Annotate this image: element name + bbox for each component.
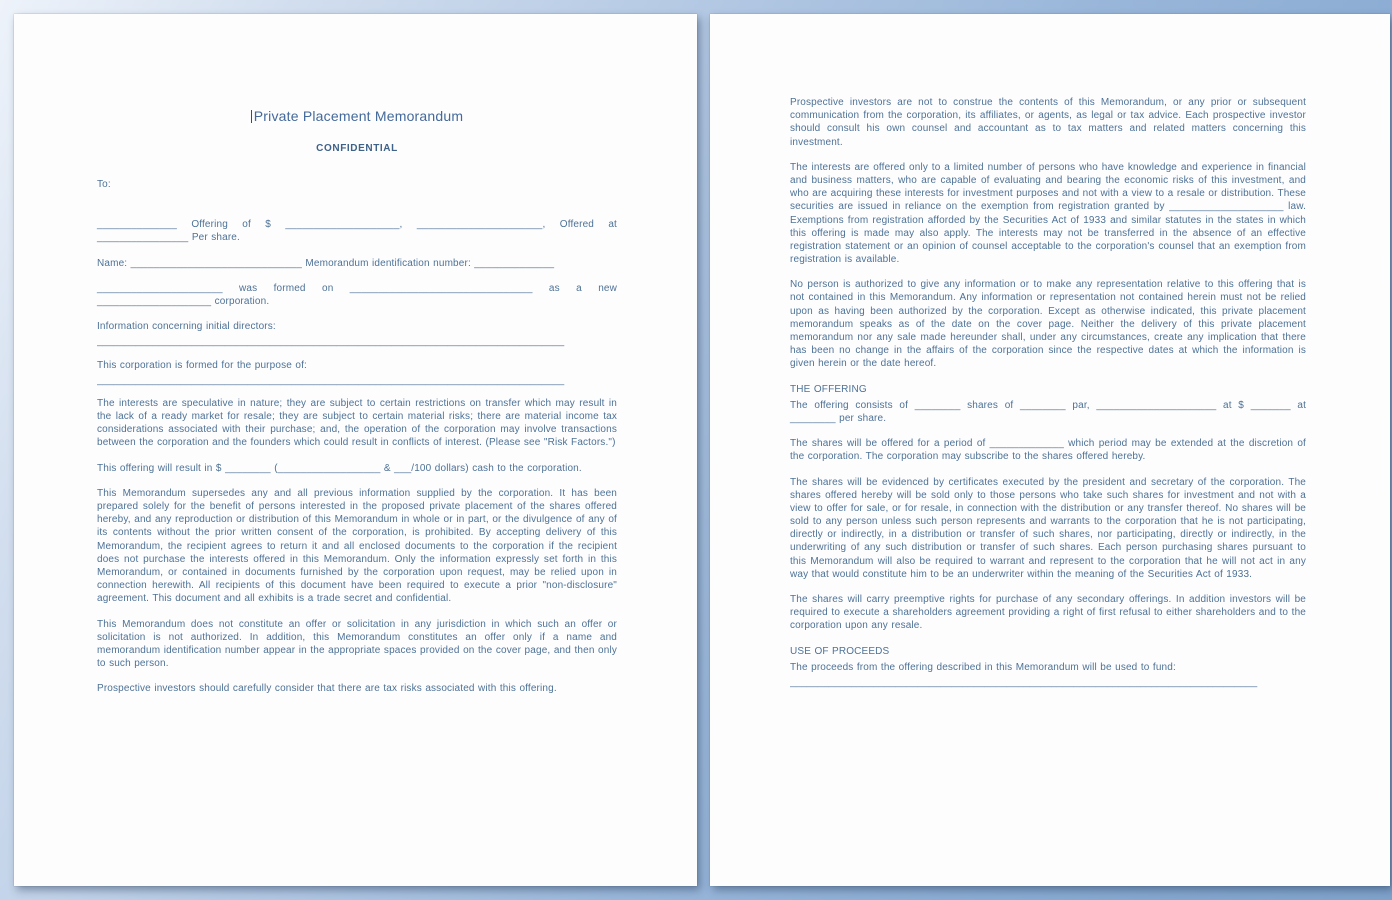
document-title-text: Private Placement Memorandum — [253, 108, 464, 124]
document-title — [97, 108, 617, 124]
paragraph-tax-risks: Prospective investors should carefully consider that there are tax risks associated with this offering. — [97, 683, 557, 695]
paragraph-offering-result: This offering will result in $ ________ (__________________ & ___/100 dollars) cash to the corporation. — [97, 462, 582, 474]
the-offering-heading: THE OFFERING — [790, 383, 867, 395]
use-of-proceeds-heading: USE OF PROCEEDS — [790, 645, 890, 657]
formed-fill-in-line: ______________________ was formed on ________________________________ as a new ____________________ corporation. — [97, 282, 617, 307]
paragraph-speculative-interests: The interests are speculative in nature; they are subject to certain restrictions on transfer which may result in the lack of a ready market for resale; they are subject to certain material risks; there are material income tax considerations associated with their purchase; and, the operation of the corporation may involve transactions between the corporation and the founders which could result in conflicts of interest. (Please see "Risk Factors.") — [97, 397, 617, 449]
confidential-heading: CONFIDENTIAL — [316, 143, 398, 154]
directors-blank-line: ____________________________________________________________________________________ — [97, 336, 565, 348]
paragraph-memorandum-supersedes: This Memorandum supersedes any and all previous information supplied by the corporation. It has been prepared solely for the benefit of persons interested in the proposed private placement of the shares offered hereby, and any reproduction or distribution of this Memorandum in whole or in part, or the divulgence of any of its contents without the prior written consent of the corporation, is prohibited. By accepting delivery of this Memorandum, the recipient agrees to return it and all enclosed documents to the corporation if the recipient does not purchase the interests offered in this Memorandum. Only the information expressly set forth in this Memorandum, or contained in documents furnished by the corporation upon request, may be relied upon in connection herewith. All recipients of this document have been required to execute a prior "non-disclosure" agreement. This document and all exhibits is a trade secret and confidential. — [97, 487, 617, 605]
page-1[interactable] — [14, 14, 697, 886]
page-2[interactable] — [710, 14, 1390, 886]
text-cursor — [251, 110, 252, 123]
proceeds-blank-line: ____________________________________________________________________________________ — [790, 676, 1258, 688]
paragraph-no-offer-jurisdiction: This Memorandum does not constitute an offer or solicitation in any jurisdiction in which such an offer or solicitation is not authorized. In addition, this Memorandum constitutes an offer only if a name and memorandum identification number appear in the appropriate spaces provided on the cover page, and then only to such person. — [97, 618, 617, 670]
offering-fill-in-line: ______________ Offering of $ ____________________, ______________________, Offered at ________________ Per share. — [97, 219, 617, 244]
to-label: To: — [97, 179, 111, 190]
paragraph-not-construe: Prospective investors are not to construe the contents of this Memorandum, or any prior or subsequent communication from the corporation, its affiliates, or agents, as legal or tax advice. Each prospective investor should consult his own counsel and accountant as to tax matters and related matters concerning this investment. — [790, 97, 1306, 148]
purpose-label: This corporation is formed for the purpose of: — [97, 359, 307, 371]
paragraph-preemptive-rights: The shares will carry preemptive rights for purchase of any secondary offerings. In addition investors will be required to execute a shareholders agreement providing a right of first refusal to either shareholders and to the corporation upon any resale. — [790, 594, 1306, 632]
paragraph-no-person-authorized: No person is authorized to give any information or to make any representation relative to this offering that is not contained in this Memorandum. Any information or representation not contained herein must not be relied upon as having been authorized by the corporation. Except as otherwise indicated, this private placement memorandum speaks as of the date on the cover page. Neither the delivery of this private placement memorandum nor any sale made hereunder shall, under any circumstances, create any implication that there has been no change in the affairs of the corporation since the respective dates at which the information is given herein or the date hereof. — [790, 279, 1306, 370]
paragraph-offering-period: The shares will be offered for a period of _____________ which period may be extended at the discretion of the corporation. The corporation may subscribe to the shares offered hereby. — [790, 438, 1306, 463]
paragraph-offering-consists: The offering consists of ________ shares of ________ par, _____________________ at $ _______ at ________ per share. — [790, 399, 1306, 424]
name-fill-in-line: Name: ______________________________ Memorandum identification number: ______________ — [97, 257, 555, 269]
proceeds-intro-line: The proceeds from the offering described in this Memorandum will be used to fund: — [790, 661, 1176, 673]
paragraph-share-certificates: The shares will be evidenced by certificates executed by the president and secretary of the corporation. The shares offered hereby will be sold only to those persons who take such shares for investment and not with a view to offer for sale, or for resale, in connection with the distribution or any transfer thereof. No shares will be sold to any person unless such person represents and warrants to the corporation that he is not participating, directly or indirectly, in a distribution or transfer of such shares, nor participating, directly or indirectly, in the underwriting of any such distribution or transfer of such shares. Each person purchasing shares pursuant to this Memorandum will also be required to warrant and represent to the corporation that he will not act in any way that would constitute him to be an underwriter within the meaning of the Securities Act of 1933. — [790, 476, 1306, 580]
paragraph-limited-offer: The interests are offered only to a limited number of persons who have knowledge and experience in financial and business matters, who are capable of evaluating and bearing the economic risks of this investment, and who are acquiring these interests for investment purposes and not with a view to a resale or distribution. These securities are issued in reliance on the exemption from registration granted by ____________________ law. Exemptions from registration afforded by the Securities Act of 1933 and similar statutes in the states in which this offering is made may also apply. The interests may not be transferred in the absence of an effective registration statement or an opinion of counsel acceptable to the corporation's counsel that an exemption from registration is available. — [790, 161, 1306, 266]
directors-label: Information concerning initial directors: — [97, 321, 276, 333]
purpose-blank-line: ____________________________________________________________________________________ — [97, 374, 565, 386]
